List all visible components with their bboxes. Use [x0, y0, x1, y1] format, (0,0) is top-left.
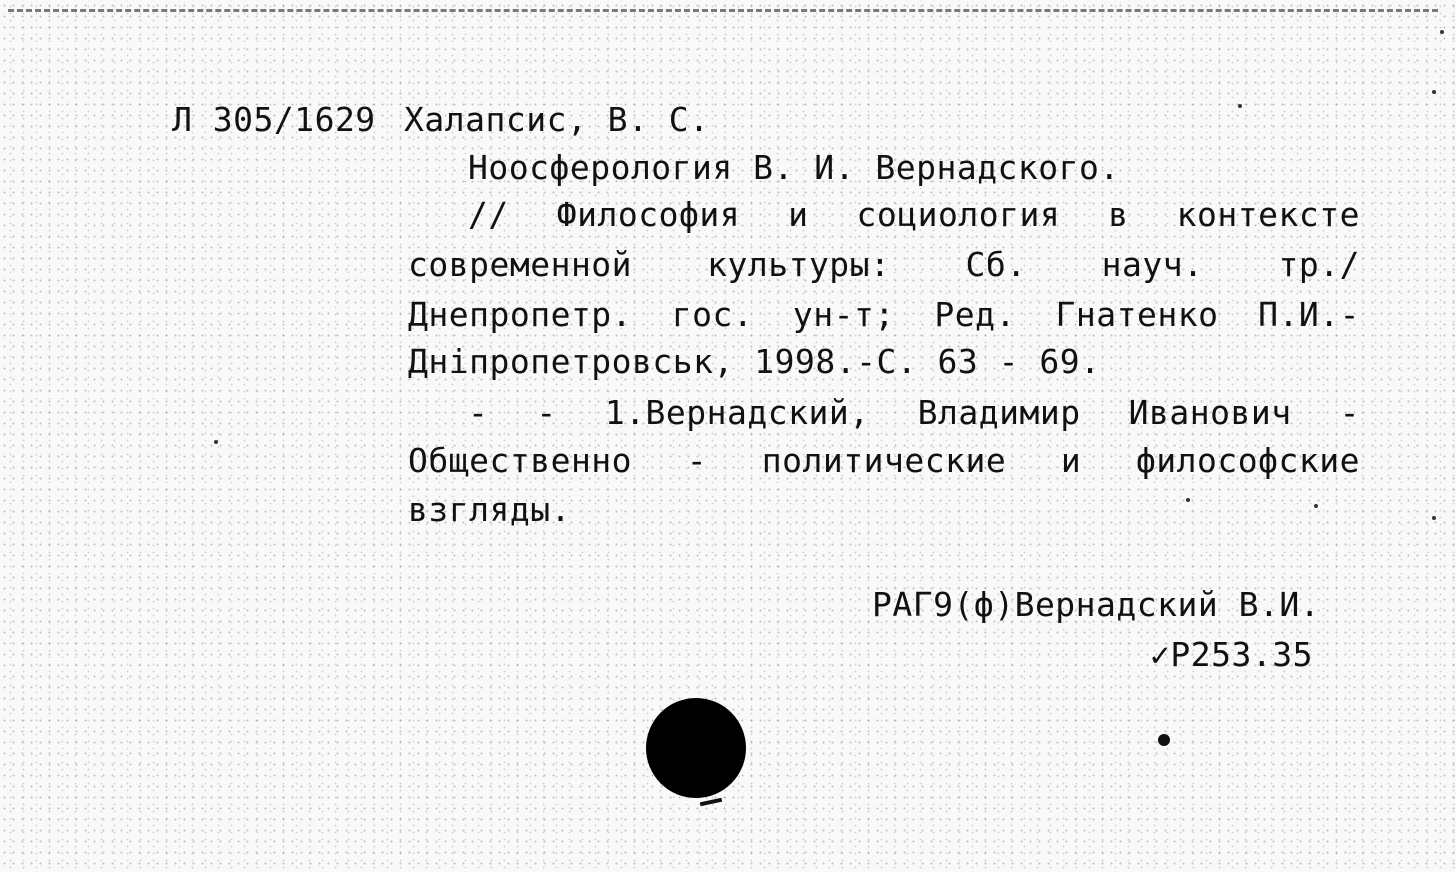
- author-name: Халапсис, В. С.: [404, 100, 710, 139]
- ink-speck: [1238, 104, 1242, 108]
- subject-line-1: - - 1.Вернадский, Владимир Иванович -: [468, 393, 1360, 432]
- ink-dot: [1158, 734, 1170, 746]
- ink-speck: [1186, 498, 1190, 502]
- ink-speck: [1440, 30, 1444, 34]
- subject-line-2: Общественно - политические и философские: [408, 441, 1360, 480]
- imprint-line: Дніпропетровськ, 1998.-С. 63 - 69.: [408, 342, 1101, 381]
- punch-hole-mark: [700, 798, 722, 806]
- source-line-1: // Философия и социология в контексте: [468, 195, 1360, 234]
- work-title: Ноосферология В. И. Вернадского.: [468, 148, 1120, 187]
- ink-speck: [1432, 90, 1436, 94]
- ink-speck: [214, 440, 218, 444]
- call-number: Л 305/1629: [172, 100, 376, 139]
- source-line-3: Днепропетр. гос. ун-т; Ред. Гнатенко П.И.-: [408, 295, 1360, 334]
- classification-code: РАГ9(ф)Вернадский В.И.: [872, 585, 1321, 624]
- subject-line-3: взгляды.: [408, 490, 571, 529]
- ink-speck: [1314, 504, 1318, 508]
- shelf-code: ✓Р253.35: [1150, 635, 1313, 674]
- ink-speck: [1432, 516, 1436, 520]
- punch-hole: [646, 698, 746, 798]
- card-top-edge: [8, 9, 1438, 12]
- source-line-2: современной культуры: Сб. науч. тр./: [408, 245, 1360, 284]
